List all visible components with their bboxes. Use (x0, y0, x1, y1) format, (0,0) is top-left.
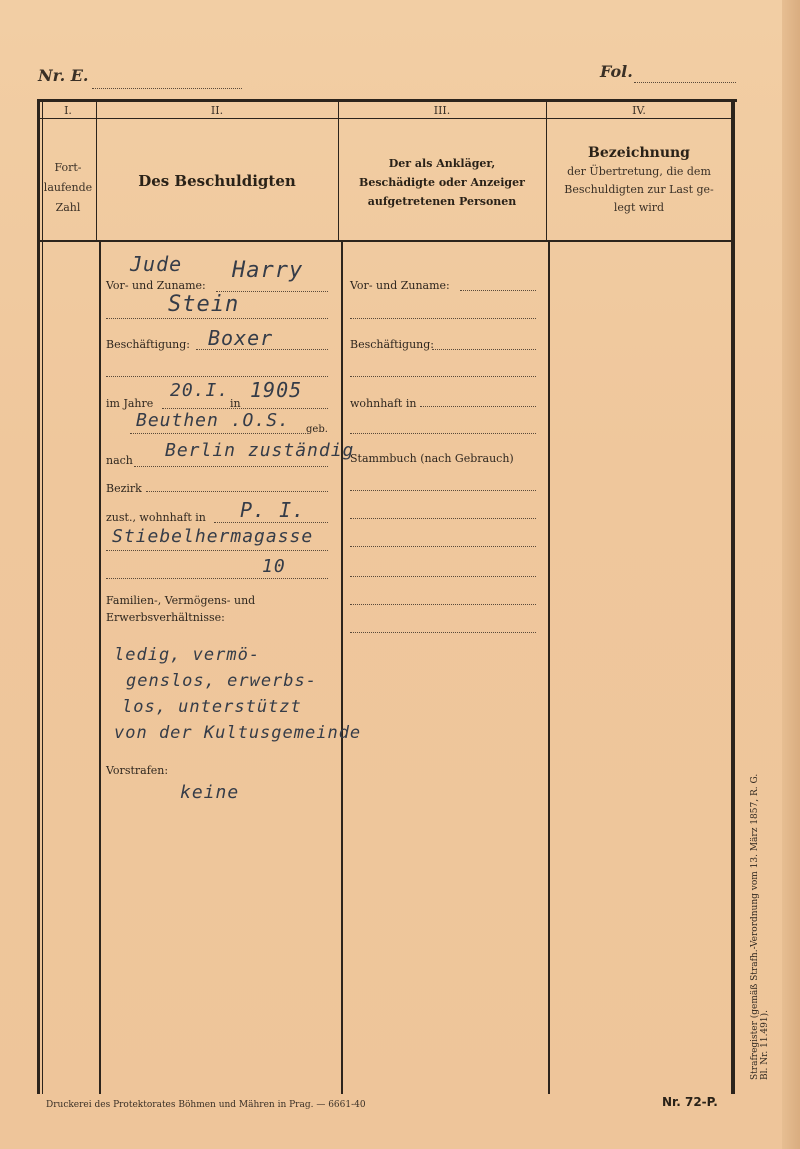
accused-name-label: Vor- und Zuname: (106, 279, 206, 292)
accused-family-label-2: Erwerbsverhältnisse: (106, 611, 225, 624)
accused-year-label: im Jahre (106, 397, 154, 410)
accused-family-line4: von der Kultusgemeinde (114, 723, 362, 743)
accused-surname: Stein (168, 292, 240, 317)
plaintiff-residence-label: wohnhaft in (350, 397, 417, 410)
col1-header-line2: laufende (43, 181, 93, 194)
nr-field (92, 88, 242, 89)
accused-birthplace: Beuthen .O.S. (136, 410, 290, 431)
plaintiff-name-field-2 (350, 318, 536, 319)
plaintiff-name-label: Vor- und Zuname: (350, 279, 450, 292)
accused-family-line1: ledig, vermö- (114, 645, 261, 665)
accused-residence-field (214, 522, 328, 523)
plaintiff-occupation-label: Beschäftigung: (350, 338, 435, 351)
plaintiff-occupation-field (432, 349, 536, 350)
accused-occupation-field (196, 349, 328, 350)
accused-family-text (114, 642, 361, 746)
accused-name-note: Jude (130, 252, 183, 276)
col3-divider (548, 242, 550, 1094)
col3-header-line1: Der als Ankläger, (388, 157, 496, 170)
accused-in-label: in (230, 397, 241, 410)
col3-number: III. (433, 104, 451, 117)
nr-label: Nr. E. (38, 66, 89, 85)
accused-occupation: Boxer (208, 326, 274, 350)
page-edge (782, 0, 800, 1149)
fol-field (634, 82, 736, 83)
col4-header-line3: legt wird (613, 201, 665, 214)
accused-house-field (106, 578, 328, 579)
plaintiff-residence-field (420, 406, 536, 407)
accused-occupation-field-2 (106, 376, 328, 377)
header-row-divider (40, 240, 732, 242)
plaintiff-occupation-field-2 (350, 376, 536, 377)
accused-residence-label: zust., wohnhaft in (106, 511, 206, 524)
accused-street: Stiebelhermagasse (112, 526, 314, 547)
accused-surname-field (106, 318, 328, 319)
col4-header-line2: Beschuldigten zur Last ge- (564, 183, 714, 196)
accused-residence-city: P. I. (240, 498, 306, 522)
accused-house-no: 10 (262, 556, 286, 577)
accused-birth-year: 1905 (250, 378, 303, 402)
plaintiff-name-field (460, 290, 536, 291)
col1-header-line1: Fort- (54, 161, 82, 174)
accused-family-label (106, 592, 255, 626)
col2-header: Des Beschuldigten (138, 172, 296, 190)
accused-nach-value: Berlin zuständig (165, 440, 355, 461)
form-number: Nr. 72-P. (662, 1095, 718, 1109)
plaintiff-stammbuch-label: Stammbuch (nach Gebrauch) (350, 452, 514, 465)
accused-nach-label: nach (106, 454, 133, 467)
plaintiff-line-6 (350, 632, 536, 633)
plaintiff-line-5 (350, 604, 536, 605)
accused-family-line2: genslos, erwerbs- (126, 671, 317, 691)
col4-number: IV. (632, 104, 646, 117)
accused-birth-day: 20.I. (170, 380, 230, 401)
col3-header-line3: aufgetretenen Personen (367, 195, 517, 208)
numbers-row-divider (40, 118, 732, 119)
accused-previous-value: keine (180, 782, 240, 803)
col1-header-line3: Zahl (55, 201, 81, 214)
table-left-border (37, 99, 40, 1094)
col3-header (338, 154, 546, 211)
side-note: Strafregister (gemäß Strafh.-Verordnung vom 13. März 1857, R. G. Bl. Nr. 11.491). (750, 773, 770, 1080)
accused-nach-field (134, 466, 328, 467)
accused-street-field (106, 550, 328, 551)
table-left-inner (42, 102, 43, 1094)
plaintiff-line-4 (350, 576, 536, 577)
plaintiff-line-1 (350, 490, 536, 491)
accused-first-name: Harry (232, 258, 304, 283)
table-right-border (731, 99, 735, 1094)
accused-year-field (162, 408, 328, 409)
printer-imprint: Druckerei des Protektorates Böhmen und Mähren in Prag. — 6661-40 (46, 1100, 366, 1110)
plaintiff-line-2 (350, 518, 536, 519)
col4-header (546, 145, 732, 217)
accused-family-line3: los, unterstützt (122, 697, 302, 717)
col4-header-title: Bezeichnung (588, 145, 690, 161)
accused-occupation-label: Beschäftigung: (106, 338, 191, 351)
fol-label: Fol. (600, 62, 633, 81)
plaintiff-residence-field-2 (350, 433, 536, 434)
col1-number: I. (64, 104, 72, 117)
accused-bezirk-label: Bezirk (106, 482, 142, 495)
col4-header-line1: der Übertretung, die dem (567, 165, 711, 178)
accused-family-label-1: Familien-, Vermögens- und (106, 594, 256, 607)
accused-geb-label: geb. (306, 424, 328, 435)
accused-previous-label: Vorstrafen: (106, 764, 169, 777)
col2-number: II. (210, 104, 224, 117)
accused-birthplace-field (130, 433, 306, 434)
table-top-border (37, 99, 737, 102)
col3-header-line2: Beschädigte oder Anzeiger (359, 176, 525, 189)
col1-divider (99, 242, 101, 1094)
col1-header (40, 158, 96, 218)
plaintiff-line-3 (350, 546, 536, 547)
accused-bezirk-field (146, 491, 328, 492)
